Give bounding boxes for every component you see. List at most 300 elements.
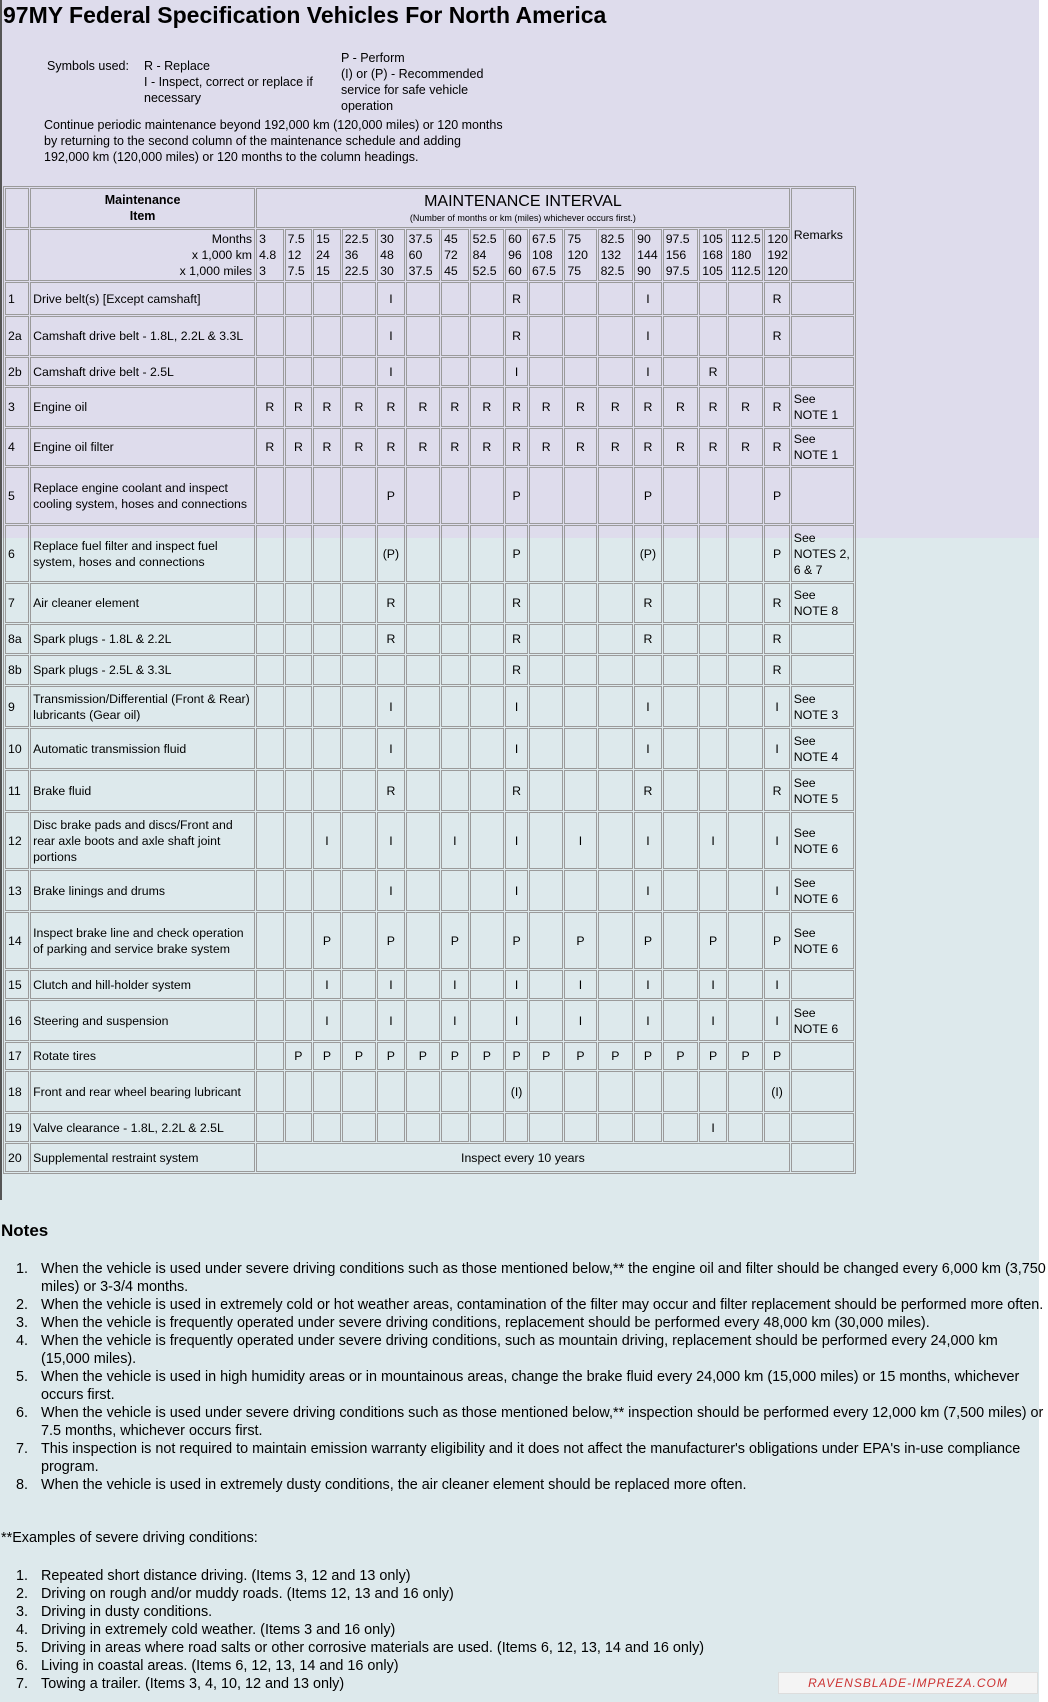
interval-cell: [406, 282, 440, 315]
interval-cell: R: [699, 428, 727, 466]
interval-cell: P: [342, 1042, 376, 1070]
interval-value: 52.5: [472, 264, 497, 278]
interval-cell: [634, 655, 662, 685]
example-item: [16, 1621, 1016, 1639]
item-number: 7: [5, 583, 29, 623]
item-name: Brake fluid: [30, 770, 255, 811]
example-item: [16, 1603, 1016, 1621]
interval-cell: [256, 970, 284, 999]
item-number: 12: [5, 812, 29, 869]
interval-cell: I: [377, 357, 405, 386]
interval-cell: (I): [764, 1071, 789, 1112]
interval-cell: [564, 525, 596, 582]
interval-cell: [699, 770, 727, 811]
interval-cell: [342, 357, 376, 386]
item-name: Spark plugs - 2.5L & 3.3L: [30, 655, 255, 685]
remarks-cell: See NOTE 3: [791, 686, 854, 727]
interval-cell: [663, 1113, 699, 1142]
remarks-cell: See NOTES 2, 6 & 7: [791, 525, 854, 582]
interval-value: 96: [508, 248, 522, 262]
interval-cell: R: [764, 282, 789, 315]
interval-cell: [256, 1000, 284, 1041]
interval-cell: [256, 282, 284, 315]
interval-cell: [406, 525, 440, 582]
interval-values-row: [5, 229, 854, 281]
interval-value: 3: [259, 264, 266, 278]
interval-cell: [406, 357, 440, 386]
interval-cell: [663, 912, 699, 969]
item-number: 15: [5, 970, 29, 999]
interval-cell: [470, 870, 504, 911]
item-number: 5: [5, 467, 29, 524]
interval-cell: [377, 1113, 405, 1142]
interval-value: 12: [287, 248, 302, 262]
interval-cell: [406, 1071, 440, 1112]
interval-cell: P: [564, 1042, 596, 1070]
interval-cell: [564, 1113, 596, 1142]
interval-cell: I: [764, 870, 789, 911]
interval-cell: [285, 912, 313, 969]
item-name: Engine oil: [30, 387, 255, 427]
interval-cell: [256, 583, 284, 623]
interval-cell: [634, 1071, 662, 1112]
interval-cell: [313, 316, 341, 356]
interval-cell: [470, 970, 504, 999]
interval-cell: [663, 870, 699, 911]
remarks-cell: [791, 467, 854, 524]
interval-cell: [699, 467, 727, 524]
interval-cell: [564, 686, 596, 727]
interval-cell: [764, 1113, 789, 1142]
interval-cell: P: [764, 1042, 789, 1070]
interval-cell: [598, 1071, 634, 1112]
interval-cell: I: [505, 357, 528, 386]
interval-cell: [470, 357, 504, 386]
interval-cell: [313, 1113, 341, 1142]
remarks-cell: [791, 1113, 854, 1142]
note-item: [16, 1476, 1046, 1494]
interval-cell: R: [728, 387, 764, 427]
interval-cell: [285, 1113, 313, 1142]
examples-heading: **Examples of severe driving conditions:: [1, 1530, 258, 1546]
interval-cell: R: [377, 770, 405, 811]
interval-cell: [598, 870, 634, 911]
item-number: 16: [5, 1000, 29, 1041]
list-number: 8.: [16, 1477, 29, 1493]
interval-cell: [529, 316, 563, 356]
interval-value: 120: [567, 248, 588, 262]
interval-cell: [663, 728, 699, 769]
interval-cell: [342, 812, 376, 869]
interval-value: 97.5: [665, 264, 690, 278]
interval-cell: [663, 686, 699, 727]
interval-cell: I: [699, 1113, 727, 1142]
interval-cell: [529, 728, 563, 769]
interval-cell: P: [377, 1042, 405, 1070]
interval-value: 67.5: [532, 232, 556, 246]
interval-cell: P: [529, 1042, 563, 1070]
interval-cell: [699, 316, 727, 356]
maintenance-schedule-table: [3, 186, 856, 1174]
interval-value: 24: [316, 248, 330, 262]
interval-cell: R: [505, 282, 528, 315]
interval-cell: R: [764, 428, 789, 466]
interval-cell: [564, 624, 596, 654]
interval-cell: I: [505, 870, 528, 911]
interval-cell: [285, 970, 313, 999]
interval-cell: R: [441, 387, 469, 427]
interval-cell: [256, 467, 284, 524]
interval-value: 60: [508, 264, 522, 278]
remarks-cell: See NOTE 1: [791, 387, 854, 427]
interval-cell: [406, 686, 440, 727]
interval-value: 120: [767, 264, 788, 278]
interval-cell: R: [634, 770, 662, 811]
symbols-column-2: [341, 50, 511, 114]
interval-cell: [256, 686, 284, 727]
item-number: 11: [5, 770, 29, 811]
interval-value: 30: [380, 264, 394, 278]
item-name: Replace engine coolant and inspect cooling system, hoses and connections: [30, 467, 255, 524]
interval-cell: [728, 1071, 764, 1112]
interval-cell: R: [441, 428, 469, 466]
interval-cell: [699, 728, 727, 769]
interval-cell: [564, 728, 596, 769]
interval-cell: [728, 525, 764, 582]
interval-cell: [564, 357, 596, 386]
interval-cell: [313, 770, 341, 811]
interval-cell: I: [764, 728, 789, 769]
interval-cell: [728, 282, 764, 315]
list-number: 5.: [16, 1640, 29, 1656]
interval-cell: P: [505, 467, 528, 524]
interval-cell: R: [377, 583, 405, 623]
interval-cell: [406, 583, 440, 623]
interval-cell: R: [256, 428, 284, 466]
interval-cell: R: [598, 387, 634, 427]
interval-cell: [285, 686, 313, 727]
item-number: 2b: [5, 357, 29, 386]
interval-span-cell: Inspect every 10 years: [256, 1143, 790, 1172]
list-number: 2.: [16, 1297, 29, 1313]
interval-cell: [285, 525, 313, 582]
interval-cell: [529, 357, 563, 386]
interval-cell: [285, 282, 313, 315]
interval-cell: [470, 812, 504, 869]
item-number: 8b: [5, 655, 29, 685]
interval-cell: [699, 655, 727, 685]
interval-cell: I: [564, 970, 596, 999]
interval-cell: [313, 728, 341, 769]
interval-cell: (P): [634, 525, 662, 582]
interval-cell: I: [505, 1000, 528, 1041]
interval-cell: [663, 583, 699, 623]
note-item: [16, 1368, 1046, 1404]
list-text: Repeated short distance driving. (Items 3, 12 and 13 only): [41, 1568, 411, 1584]
interval-cell: [313, 467, 341, 524]
interval-cell: [529, 812, 563, 869]
interval-column-header: [634, 229, 662, 281]
interval-cell: R: [505, 624, 528, 654]
interval-cell: [342, 1071, 376, 1112]
interval-cell: [441, 1071, 469, 1112]
interval-row-label: x 1,000 km: [191, 248, 253, 262]
interval-cell: R: [764, 655, 789, 685]
interval-cell: [285, 1071, 313, 1112]
item-number: 19: [5, 1113, 29, 1142]
interval-cell: R: [634, 624, 662, 654]
interval-cell: [342, 624, 376, 654]
interval-cell: [529, 770, 563, 811]
interval-cell: [342, 970, 376, 999]
interval-value: 45: [444, 232, 458, 246]
interval-cell: [663, 282, 699, 315]
table-row: [5, 770, 854, 811]
interval-cell: P: [764, 912, 789, 969]
interval-cell: [598, 282, 634, 315]
symbol-text: service for safe vehicle: [341, 83, 469, 97]
interval-column-header: [377, 229, 405, 281]
table-row: [5, 1113, 854, 1142]
interval-cell: I: [377, 686, 405, 727]
interval-cell: R: [406, 428, 440, 466]
interval-cell: [663, 970, 699, 999]
header-blank-cell: [5, 188, 29, 228]
interval-cell: [598, 912, 634, 969]
item-name: Automatic transmission fluid: [30, 728, 255, 769]
interval-value: 105: [702, 264, 723, 278]
interval-cell: [256, 525, 284, 582]
interval-value: 90: [637, 232, 651, 246]
interval-cell: P: [313, 912, 341, 969]
interval-value: 3: [259, 232, 266, 246]
interval-cell: [663, 624, 699, 654]
interval-value: 108: [532, 248, 553, 262]
interval-cell: [256, 812, 284, 869]
interval-cell: [529, 525, 563, 582]
interval-cell: [663, 812, 699, 869]
interval-subtitle: (Number of months or km (miles) whichever occurs first.): [409, 212, 636, 223]
interval-cell: P: [699, 912, 727, 969]
list-text: Driving in extremely cold weather. (Items 3 and 16 only): [41, 1622, 396, 1638]
interval-column-header: [256, 229, 284, 281]
interval-cell: (I): [505, 1071, 528, 1112]
interval-cell: I: [377, 1000, 405, 1041]
table-row: [5, 686, 854, 727]
interval-cell: R: [470, 387, 504, 427]
interval-cell: I: [505, 970, 528, 999]
interval-cell: [441, 686, 469, 727]
interval-cell: [529, 282, 563, 315]
list-number: 1.: [16, 1568, 29, 1584]
interval-cell: [699, 686, 727, 727]
interval-row-label: Months: [211, 232, 253, 246]
interval-cell: I: [377, 812, 405, 869]
interval-cell: [313, 1071, 341, 1112]
interval-cell: R: [313, 428, 341, 466]
item-name: Front and rear wheel bearing lubricant: [30, 1071, 255, 1112]
interval-cell: [598, 770, 634, 811]
interval-cell: [406, 316, 440, 356]
interval-cell: [728, 728, 764, 769]
list-text: Living in coastal areas. (Items 6, 12, 13, 14 and 16 only): [41, 1658, 399, 1674]
remarks-cell: See NOTE 1: [791, 428, 854, 466]
left-border: [0, 0, 2, 1200]
interval-value: 52.5: [472, 232, 497, 246]
interval-cell: R: [699, 387, 727, 427]
interval-cell: [699, 870, 727, 911]
note-item: [16, 1260, 1046, 1296]
table-row: [5, 728, 854, 769]
note-item: [16, 1332, 1046, 1368]
interval-cell: [342, 467, 376, 524]
interval-cell: [529, 1000, 563, 1041]
interval-cell: I: [764, 1000, 789, 1041]
interval-column-header: [441, 229, 469, 281]
list-number: 3.: [16, 1604, 29, 1620]
interval-cell: [377, 1071, 405, 1112]
interval-cell: [598, 467, 634, 524]
interval-cell: R: [663, 387, 699, 427]
interval-cell: [441, 583, 469, 623]
item-number: 2a: [5, 316, 29, 356]
interval-cell: [598, 812, 634, 869]
interval-cell: R: [634, 583, 662, 623]
notes-list: [16, 1260, 1046, 1494]
interval-cell: [728, 870, 764, 911]
table-row: [5, 467, 854, 524]
interval-column-header: [764, 229, 789, 281]
table-row: [5, 387, 854, 427]
interval-cell: [313, 357, 341, 386]
interval-value: 45: [444, 264, 458, 278]
interval-cell: P: [634, 1042, 662, 1070]
interval-cell: [564, 583, 596, 623]
interval-value: 67.5: [532, 264, 556, 278]
interval-value: 75: [567, 264, 582, 278]
interval-cell: [285, 316, 313, 356]
interval-cell: I: [313, 1000, 341, 1041]
item-name: Air cleaner element: [30, 583, 255, 623]
item-number: 13: [5, 870, 29, 911]
interval-cell: [406, 1113, 440, 1142]
interval-value: 168: [702, 248, 723, 262]
list-number: 7.: [16, 1441, 29, 1457]
interval-cell: [564, 870, 596, 911]
interval-cell: R: [377, 624, 405, 654]
interval-cell: [256, 728, 284, 769]
list-number: 3.: [16, 1315, 29, 1331]
interval-column-header: [564, 229, 596, 281]
interval-column-header: [505, 229, 528, 281]
interval-cell: R: [529, 428, 563, 466]
interval-cell: R: [505, 316, 528, 356]
interval-value: 180: [730, 248, 752, 262]
item-number: 9: [5, 686, 29, 727]
interval-cell: [470, 1000, 504, 1041]
interval-cell: P: [663, 1042, 699, 1070]
interval-value: 82.5: [600, 232, 625, 246]
interval-cell: P: [377, 912, 405, 969]
interval-cell: [564, 282, 596, 315]
item-number: 20: [5, 1143, 29, 1172]
interval-column-header: [285, 229, 313, 281]
interval-cell: [342, 912, 376, 969]
remarks-cell: [791, 970, 854, 999]
interval-value: 15: [316, 232, 330, 246]
interval-cell: [564, 316, 596, 356]
interval-value: 72: [444, 248, 458, 262]
interval-cell: R: [505, 655, 528, 685]
interval-cell: [441, 467, 469, 524]
interval-cell: [470, 686, 504, 727]
list-text: When the vehicle is used in extremely cold or hot weather areas, contamination of the filter may occur and filter replacement should be performed more often.: [41, 1297, 1044, 1313]
item-number: 3: [5, 387, 29, 427]
item-name: Disc brake pads and discs/Front and rear axle boots and axle shaft joint portions: [30, 812, 255, 869]
interval-cell: P: [285, 1042, 313, 1070]
interval-cell: [598, 1000, 634, 1041]
interval-cell: [256, 624, 284, 654]
symbols-column-1: [144, 58, 374, 106]
interval-cell: R: [313, 387, 341, 427]
symbol-text: P - Perform: [341, 51, 405, 65]
list-number: 2.: [16, 1586, 29, 1602]
interval-cell: R: [764, 583, 789, 623]
interval-cell: [285, 770, 313, 811]
interval-cell: R: [529, 387, 563, 427]
interval-cell: P: [728, 1042, 764, 1070]
interval-cell: [406, 812, 440, 869]
interval-cell: I: [377, 970, 405, 999]
interval-column-header: [470, 229, 504, 281]
interval-cell: [256, 357, 284, 386]
table-row: [5, 282, 854, 315]
interval-cell: R: [505, 387, 528, 427]
interval-cell: [406, 624, 440, 654]
list-text: Towing a trailer. (Items 3, 4, 10, 12 and 13 only): [41, 1676, 345, 1692]
interval-cell: R: [634, 387, 662, 427]
interval-cell: I: [634, 316, 662, 356]
interval-cell: [256, 1042, 284, 1070]
interval-cell: [728, 624, 764, 654]
interval-cell: [256, 870, 284, 911]
remarks-cell: See NOTE 6: [791, 870, 854, 911]
interval-cell: [313, 583, 341, 623]
symbol-text: R - Replace: [144, 59, 210, 73]
note-item: [16, 1404, 1046, 1440]
interval-cell: R: [564, 428, 596, 466]
interval-cell: R: [377, 428, 405, 466]
interval-cell: [256, 1071, 284, 1112]
table-row: [5, 870, 854, 911]
interval-cell: P: [470, 1042, 504, 1070]
interval-cell: [663, 1071, 699, 1112]
item-name: Replace fuel filter and inspect fuel system, hoses and connections: [30, 525, 255, 582]
list-number: 6.: [16, 1405, 29, 1421]
interval-column-header: [699, 229, 727, 281]
remarks-cell: See NOTE 5: [791, 770, 854, 811]
header-row: [5, 188, 854, 228]
interval-cell: I: [634, 812, 662, 869]
remarks-header: Remarks: [791, 188, 854, 281]
interval-value: 132: [600, 248, 622, 262]
interval-value: 97.5: [665, 232, 690, 246]
interval-cell: [529, 655, 563, 685]
list-number: 6.: [16, 1658, 29, 1674]
interval-value: 192: [767, 248, 788, 262]
item-number: 8a: [5, 624, 29, 654]
interval-cell: [598, 316, 634, 356]
